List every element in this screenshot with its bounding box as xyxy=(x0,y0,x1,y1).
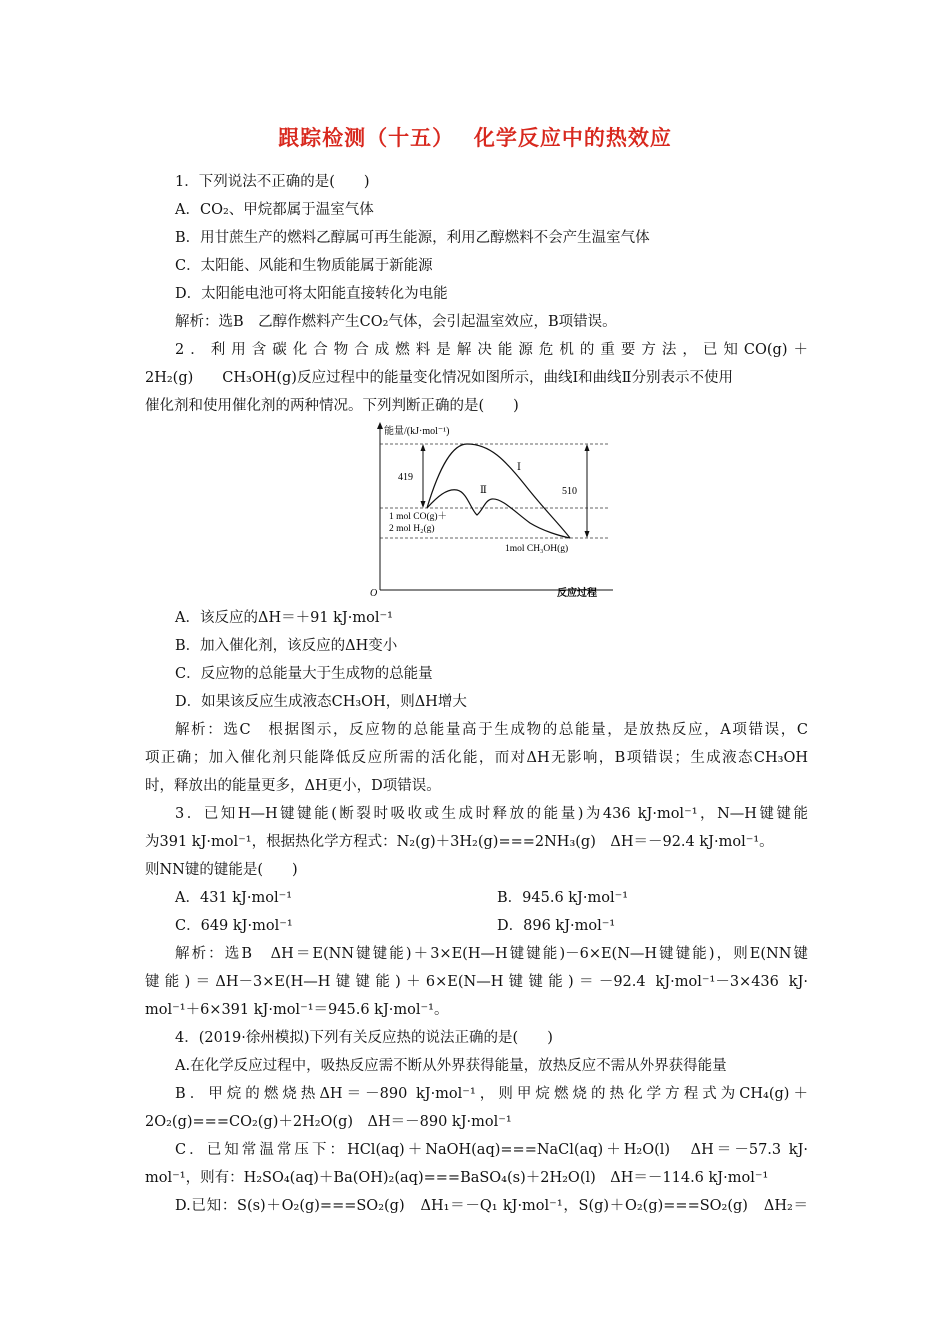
arrow-419-head-bottom xyxy=(421,501,426,508)
y-axis-arrow xyxy=(377,422,383,429)
curve-1-label: Ⅰ xyxy=(517,462,521,473)
x-axis-label: 反应过程 xyxy=(557,588,597,599)
q4-stem: 4．(2019·徐州模拟)下列有关反应热的说法正确的是( ) xyxy=(175,1030,553,1046)
q3-stem-line3: 则NN键的键能是( ) xyxy=(145,862,298,878)
q3-option-b: B．945.6 kJ·mol⁻¹ xyxy=(497,890,629,906)
q1-option-c: C．太阳能、风能和生物质能属于新能源 xyxy=(175,258,433,274)
q1-option-a: A．CO₂、甲烷都属于温室气体 xyxy=(175,202,374,218)
q3-stem-line2: 为391 kJ·mol⁻¹，根据热化学方程式：N₂(g)＋3H₂(g)===2NH₃(g) ΔH＝－92.4 kJ·mol⁻¹。 xyxy=(145,834,774,850)
q1-analysis: 解析：选B 乙醇作燃料产生CO₂气体，会引起温室效应，B项错误。 xyxy=(175,314,617,330)
reactant-label-2: 2 mol H₂(g) xyxy=(389,524,435,534)
q1-option-b: B．用甘蔗生产的燃料乙醇属可再生能源，利用乙醇燃料不会产生温室气体 xyxy=(175,230,650,246)
q2-analysis-line2: 项正确；加入催化剂只能降低反应所需的活化能，而对ΔH无影响，B项错误；生成液态CH₃OH xyxy=(145,750,808,766)
q4-option-b-line1: B．甲烷的燃烧热ΔH＝－890 kJ·mol⁻¹，则甲烷燃烧的热化学方程式为CH₄(g)＋ xyxy=(175,1086,808,1102)
q3-analysis-line1: 解析：选B ΔH＝E(NN键键能)＋3×E(H—H键键能)－6×E(N—H键键能)，则E(NN键 xyxy=(175,946,808,962)
arrow-419-head-top xyxy=(421,444,426,451)
value-510: 510 xyxy=(562,486,577,497)
q3-stem-line1: 3．已知H—H键键能(断裂时吸收或生成时释放的能量)为436 kJ·mol⁻¹，N—H键键能 xyxy=(175,806,808,822)
y-axis-label: 能量/(kJ·mol⁻¹) xyxy=(384,426,450,437)
value-419: 419 xyxy=(398,472,413,483)
q4-option-a: A.在化学反应过程中，吸热反应需不断从外界获得能量，放热反应不需从外界获得能量 xyxy=(175,1058,727,1074)
q3-analysis-line3: mol⁻¹＋6×391 kJ·mol⁻¹＝945.6 kJ·mol⁻¹。 xyxy=(145,1002,449,1018)
q3-option-a: A．431 kJ·mol⁻¹ xyxy=(175,890,293,906)
curve-2-label: Ⅱ xyxy=(480,485,487,496)
reactant-label-1: 1 mol CO(g)＋ xyxy=(389,512,448,522)
q1-option-d: D．太阳能电池可将太阳能直接转化为电能 xyxy=(175,286,448,302)
q1-stem: 1．下列说法不正确的是( ) xyxy=(175,174,370,190)
q4-option-b-line2: 2O₂(g)===CO₂(g)＋2H₂O(g) ΔH＝－890 kJ·mol⁻¹ xyxy=(145,1114,512,1130)
q4-option-d-line1: D.已知：S(s)＋O₂(g)===SO₂(g) ΔH₁＝－Q₁ kJ·mol⁻¹，S(g)＋O₂(g)===SO₂(g) ΔH₂＝ xyxy=(175,1198,808,1214)
energy-diagram xyxy=(365,420,615,600)
q3-option-c: C．649 kJ·mol⁻¹ xyxy=(175,918,293,934)
q3-analysis-line2: 键能)＝ΔH－3×E(H—H键键能)＋6×E(N—H键键能)＝－92.4 kJ·mol⁻¹－3×436 kJ· xyxy=(145,974,808,990)
q2-option-b: B．加入催化剂，该反应的ΔH变小 xyxy=(175,638,398,654)
q2-option-a: A．该反应的ΔH＝＋91 kJ·mol⁻¹ xyxy=(175,610,393,626)
q2-option-c: C．反应物的总能量大于生成物的总能量 xyxy=(175,666,433,682)
arrow-510-head-bottom xyxy=(585,531,590,538)
q2-analysis-line3: 时，释放出的能量更多，ΔH更小，D项错误。 xyxy=(145,778,441,794)
q2-stem-line2: 2H₂(g) CH₃OH(g)反应过程中的能量变化情况如图所示，曲线Ⅰ和曲线Ⅱ分别表示不使用 xyxy=(145,370,734,386)
q3-option-d: D．896 kJ·mol⁻¹ xyxy=(497,918,616,934)
q2-option-d: D．如果该反应生成液态CH₃OH，则ΔH增大 xyxy=(175,694,467,710)
q4-option-c-line1: C．已知常温常压下：HCl(aq)＋NaOH(aq)===NaCl(aq)＋H₂O(l) ΔH＝－57.3 kJ· xyxy=(175,1142,808,1158)
page-title: 跟踪检测（十五） 化学反应中的热效应 xyxy=(278,126,672,150)
q2-stem-line3: 催化剂和使用催化剂的两种情况。下列判断正确的是( ) xyxy=(145,398,519,414)
q2-stem-line1: 2．利用含碳化合物合成燃料是解决能源危机的重要方法，已知CO(g)＋ xyxy=(175,342,808,358)
q2-analysis-line1: 解析：选C 根据图示，反应物的总能量高于生成物的总能量，是放热反应，A项错误，C xyxy=(175,722,808,738)
arrow-510-head-top xyxy=(585,444,590,451)
origin-label: O xyxy=(370,588,378,599)
q4-option-c-line2: mol⁻¹，则有：H₂SO₄(aq)＋Ba(OH)₂(aq)===BaSO₄(s)＋2H₂O(l) ΔH＝－114.6 kJ·mol⁻¹ xyxy=(145,1170,769,1186)
product-label: 1mol CH₃OH(g) xyxy=(505,544,569,554)
